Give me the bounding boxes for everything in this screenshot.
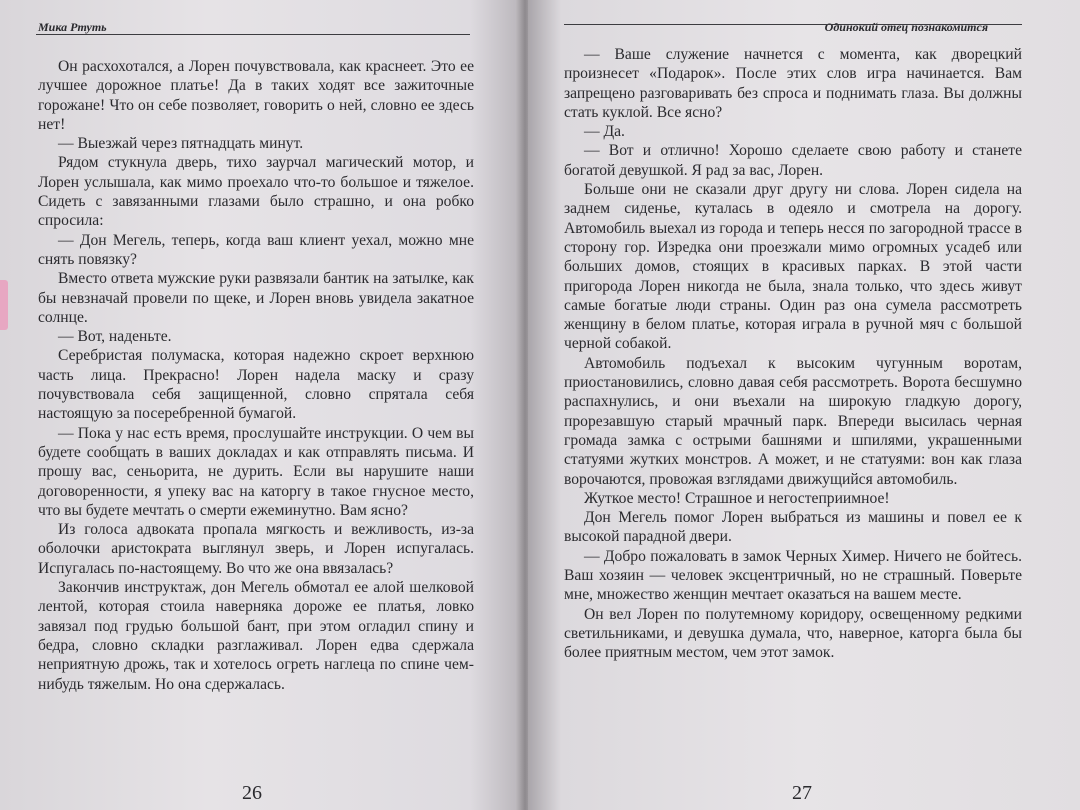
paragraph: — Дон Мегель, теперь, когда ваш клиент уехал, можно мне снять повязку? (38, 231, 474, 268)
paragraph: Дон Мегель помог Лорен выбраться из машины и повел ее к высокой парадной двери. (564, 509, 1022, 546)
paragraph: — Да. (584, 123, 625, 141)
paragraph: — Вот, наденьте. (58, 328, 172, 346)
page-number: 27 (792, 782, 812, 804)
paragraph: Рядом стукнула дверь, тихо заурчал магический мотор, и Лорен услышала, как мимо проехало что-то большое и тяжелое. Сидеть с завязанными глазами было страшно, и она робко спросила: (38, 154, 474, 230)
paragraph: — Выезжай через пятнадцать минут. (58, 135, 304, 153)
running-header-title: Одинокий отец познакомится (824, 20, 988, 34)
page-number: 26 (242, 782, 262, 804)
paragraph: Он расхохотался, а Лорен почувствовала, как краснеет. Это ее лучшее дорожное платье! Да в таких ходят все зажиточные горожане! Что он себе позволяет, говорить о ней, словно ее здесь нет! (38, 58, 474, 133)
paragraph: Закончив инструктаж, дон Мегель обмотал ее алой шелковой лентой, которая стоила наверняка дороже ее платья, ловко завязал под грудью большой бант, при этом огладил спину и бедра, словно складки разглаживал. Лорен едва сдержала неприятную дрожь, так и хотелось огреть наглеца по спине чем-нибудь тяжелым. Но она сдержалась. (38, 579, 474, 693)
left-page (0, 0, 522, 810)
paragraph: — Ваше служение начнется с момента, как дворецкий произнесет «Подарок». После этих слов игра начинается. Вам запрещено разговаривать без спроса и поднимать глаза. Вы должны стать куклой. Все ясно? (564, 46, 1022, 121)
paragraph: Серебристая полумаска, которая надежно скроет верхнюю часть лица. Прекрасно! Лорен надела маску и сразу почувствовала себя защищенной, словно спрятала себя настоящую за посеребренной бумагой. (38, 347, 474, 423)
right-page (528, 0, 1080, 810)
paragraph: Больше они не сказали друг другу ни слова. Лорен сидела на заднем сиденье, куталась в одеяло и смотрела на дорогу. Автомобиль выехал из города и теперь несся по загородной трассе в сторону гор. Изредка они проезжали мимо огромных усадеб или больших домов, стоящих в красивых парках. В этой части пригорода Лорен никогда не была, знала только, что здесь живут самые богатые люди страны. Один раз она сумела рассмотреть женщину в белом платье, которая играла в ручной мяч с большой черной собакой. (564, 181, 1022, 353)
paragraph: Он вел Лорен по полутемному коридору, освещенному редкими светильниками, и девушка думала, что, наверное, каторга была бы более приятным местом, чем этот замок. (564, 605, 1022, 662)
left-page-text (38, 57, 474, 694)
paragraph: — Пока у нас есть время, прослушайте инструкции. О чем вы будете сообщать в ваших докладах и как отправлять письма. И прошу вас, сеньорита, не дурить. Если вы нарушите наши договоренности, я упеку вас на каторгу в такое гнусное место, что вы будете мечтать о смерти ежеминутно. Вам ясно? (38, 424, 474, 519)
paragraph: Из голоса адвоката пропала мягкость и вежливость, из-за оболочки аристократа выглянул зверь, и Лорен испугалась. Испугалась по-настоящему. Во что же она ввязалась? (38, 521, 474, 577)
right-page-text (564, 45, 1022, 663)
bookmark-tab (0, 280, 8, 330)
paragraph: — Добро пожаловать в замок Черных Химер. Ничего не бойтесь. Ваш хозяин — человек эксцентричный, но не страшный. Поверьте мне, множество женщин мечтает оказаться на вашем месте. (564, 547, 1022, 604)
header-rule (36, 34, 470, 35)
paragraph: — Вот и отлично! Хорошо сделаете свою работу и станете богатой девушкой. Я рад за вас, Лорен. (564, 142, 1022, 179)
header-rule (564, 24, 1022, 25)
paragraph: Автомобиль подъехал к высоким чугунным воротам, приостановились, словно давая себя рассмотреть. Ворота бесшумно распахнулись, и они въехали на широкую гладкую дорогу, прорезавшую старый мрачный парк. Впереди высилась черная громада замка с острыми башнями и шпилями, украшенными статуями жутких монстров. А может, и не статуями: вон как глаза ворочаются, провожая взглядами движущийся автомобиль. (564, 354, 1022, 488)
running-header-author: Мика Ртуть (38, 20, 107, 34)
paragraph: Жуткое место! Страшное и негостеприимное! (584, 489, 890, 507)
paragraph: Вместо ответа мужские руки развязали бантик на затылке, как бы невзначай провели по щеке, и Лорен вновь увидела закатное солнце. (38, 270, 474, 326)
